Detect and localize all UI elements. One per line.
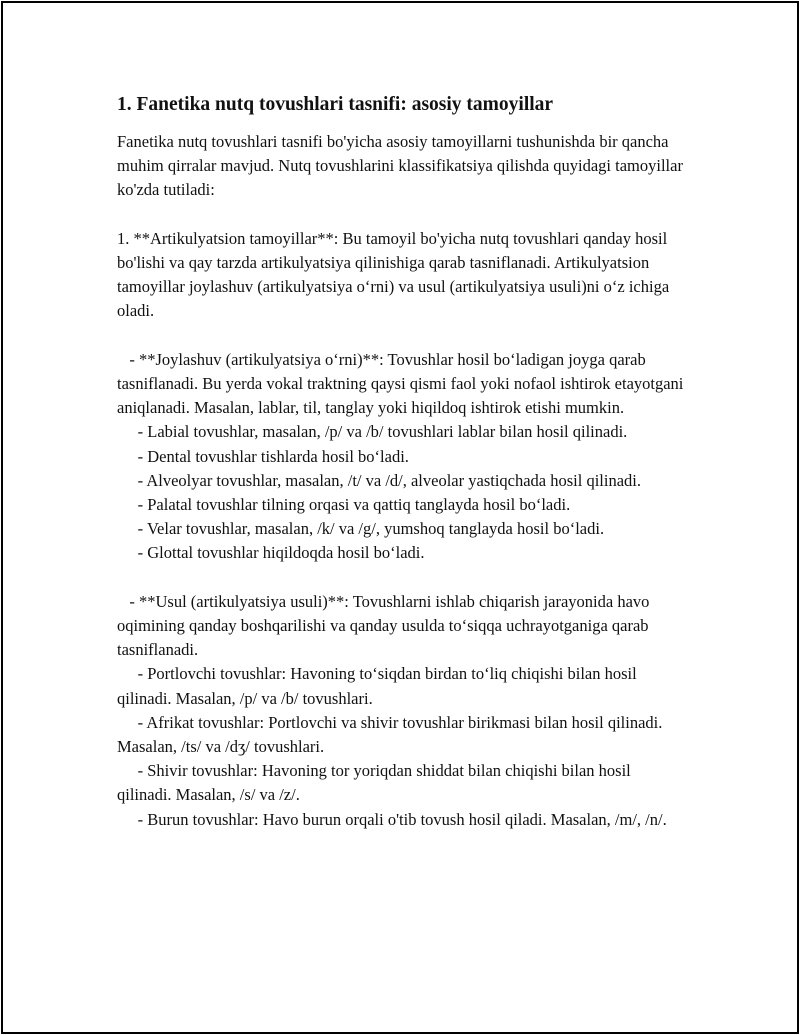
document-body <box>117 92 687 832</box>
body-text: Fanetika nutq tovushlari tasnifi bo'yicha asosiy tamoyillarni tushunishda bir qancha muhim qirralar mavjud. Nutq tovushlarini klassifikatsiya qilishda quyidagi tamoyillar ko'zda tutiladi: 1. **Artikulyatsion tamoyillar**: Bu tamoyil bo'yicha nutq tovushlari qanday hosil bo'lishi va qay tarzda artikulyatsiya qilinishiga qarab tasniflanadi. Artikulyatsion tamoyillar joylashuv (artikulyatsiya o‘rni) va usul (artikulyatsiya usuli)ni o‘z ichiga oladi. - **Joylashuv (artikulyatsiya o‘rni)**: Tovushlar hosil bo‘ladigan joyga qarab tasniflanadi. Bu yerda vokal traktning qaysi qismi faol yoki nofaol ishtirok etayotgani aniqlanadi. Masalan, lablar, til, tanglay yoki hiqildoq ishtirok etishi mumkin. - Labial tovushlar, masalan, /p/ va /b/ tovushlari lablar bilan hosil qilinadi. - Dental tovushlar tishlarda hosil bo‘ladi. - Alveolyar tovushlar, masalan, /t/ va /d/, alveolar yastiqchada hosil qilinadi. - Palatal tovushlar tilning orqasi va qattiq tanglayda hosil bo‘ladi. - Velar tovushlar, masalan, /k/ va /g/, yumshoq tanglayda hosil bo‘ladi. - Glottal tovushlar hiqildoqda hosil bo‘ladi. - **Usul (artikulyatsiya usuli)**: Tovushlarni ishlab chiqarish jarayonida havo oqimining qanday boshqarilishi va qanday usulda to‘siqqa uchrayotganiga qarab tasniflanadi. - Portlovchi tovushlar: Havoning to‘siqdan birdan to‘liq chiqishi bilan hosil qilinadi. Masalan, /p/ va /b/ tovushlari. - Afrikat tovushlar: Portlovchi va shivir tovushlar birikmasi bilan hosil qilinadi. Masalan, /ts/ va /dʒ/ tovushlari. - Shivir tovushlar: Havoning tor yoriqdan shiddat bilan chiqishi bilan hosil qilinadi. Masalan, /s/ va /z/. - Burun tovushlar: Havo burun orqali o'tib tovush hosil qiladi. Masalan, /m/, /n/. <box>117 132 684 829</box>
section-heading: 1. Fanetika nutq tovushlari tasnifi: asosiy tamoyillar <box>117 94 554 115</box>
